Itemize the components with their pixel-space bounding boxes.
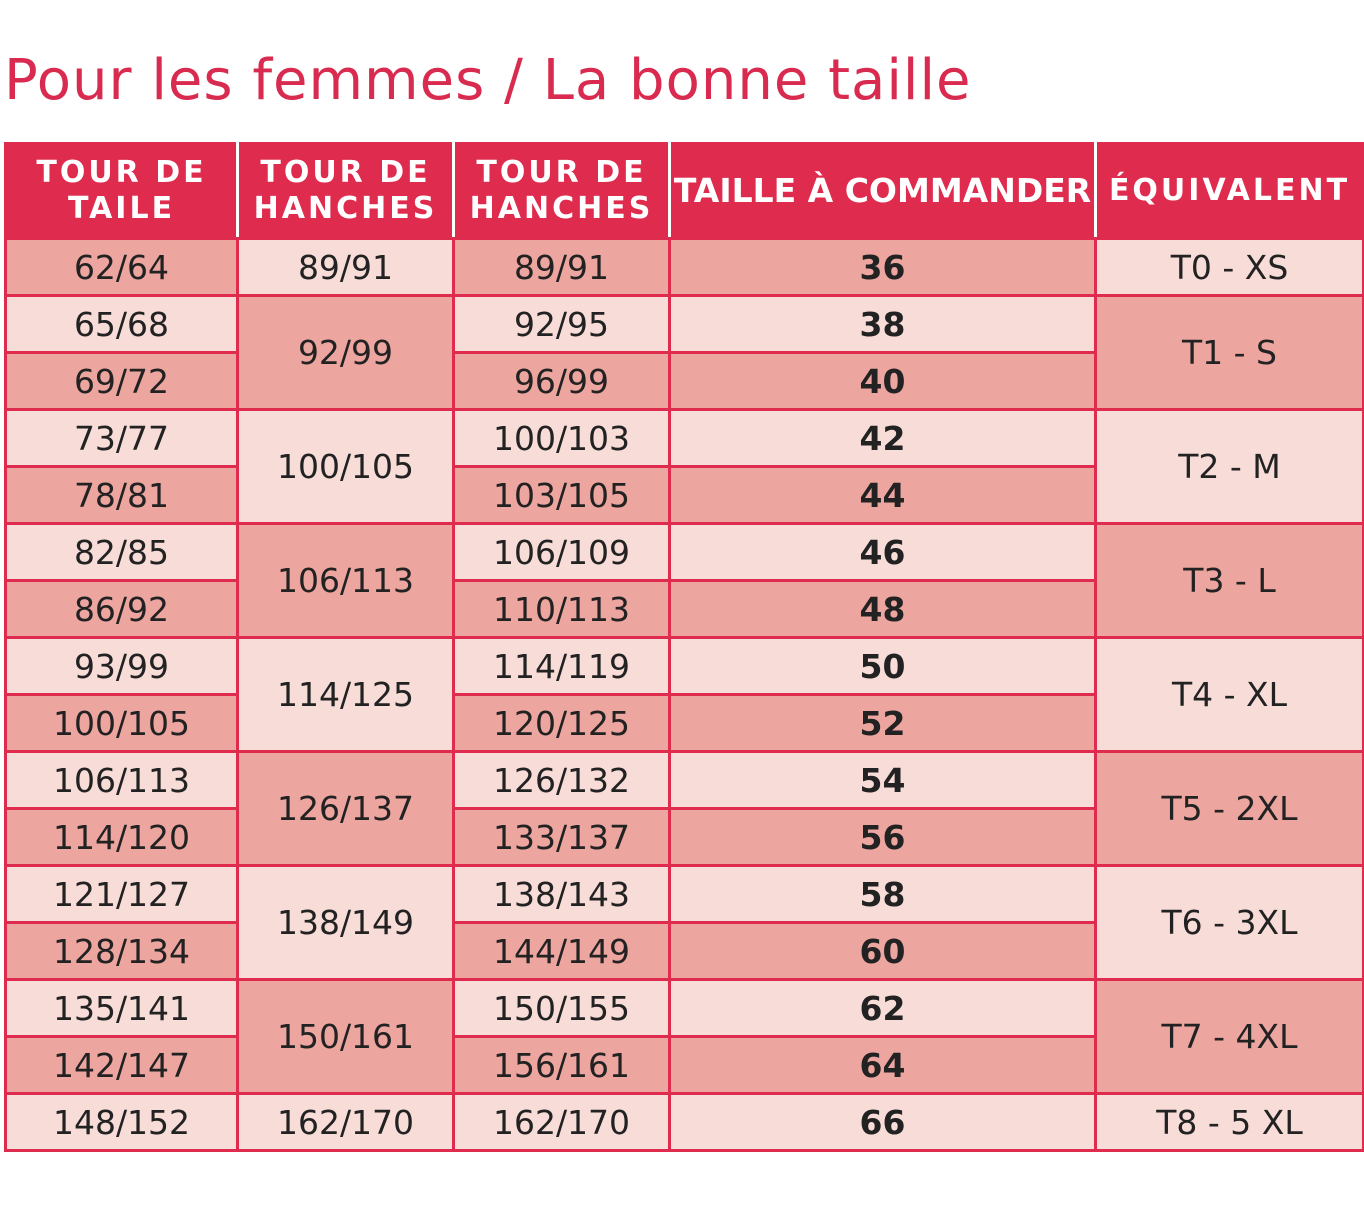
- table-row: [6, 524, 1364, 581]
- waist-cell: 69/72: [6, 353, 238, 410]
- hip-cell: 126/132: [454, 752, 670, 809]
- size-chart-table: [4, 142, 1364, 1152]
- hip-cell: 110/113: [454, 581, 670, 638]
- equivalent-cell: T2 - M: [1096, 410, 1364, 524]
- table-row: [6, 752, 1364, 809]
- equivalent-cell: T0 - XS: [1096, 239, 1364, 296]
- table-row: [6, 410, 1364, 467]
- order-size-cell: 38: [670, 296, 1096, 353]
- waist-cell: 62/64: [6, 239, 238, 296]
- hip-cell: 96/99: [454, 353, 670, 410]
- table-row: [6, 239, 1364, 296]
- order-size-cell: 64: [670, 1037, 1096, 1094]
- waist-cell: 106/113: [6, 752, 238, 809]
- hip-group-cell: 106/113: [238, 524, 454, 638]
- hip-group-cell: 92/99: [238, 296, 454, 410]
- hip-group-cell: 162/170: [238, 1094, 454, 1151]
- hip-group-cell: 126/137: [238, 752, 454, 866]
- hip-cell: 120/125: [454, 695, 670, 752]
- hip-cell: 89/91: [454, 239, 670, 296]
- equivalent-cell: T8 - 5 XL: [1096, 1094, 1364, 1151]
- order-size-cell: 66: [670, 1094, 1096, 1151]
- order-size-cell: 46: [670, 524, 1096, 581]
- hip-cell: 144/149: [454, 923, 670, 980]
- waist-cell: 65/68: [6, 296, 238, 353]
- waist-cell: 78/81: [6, 467, 238, 524]
- order-size-cell: 58: [670, 866, 1096, 923]
- order-size-cell: 36: [670, 239, 1096, 296]
- hip-cell: 138/143: [454, 866, 670, 923]
- hip-cell: 156/161: [454, 1037, 670, 1094]
- hip-group-cell: 150/161: [238, 980, 454, 1094]
- table-row: [6, 866, 1364, 923]
- table-row: [6, 1094, 1364, 1151]
- order-size-cell: 56: [670, 809, 1096, 866]
- equivalent-cell: T4 - XL: [1096, 638, 1364, 752]
- waist-cell: 100/105: [6, 695, 238, 752]
- page-title: Pour les femmes / La bonne taille: [4, 48, 972, 113]
- order-size-cell: 50: [670, 638, 1096, 695]
- hip-cell: 106/109: [454, 524, 670, 581]
- order-size-cell: 48: [670, 581, 1096, 638]
- header-equivalent: ÉQUIVALENT: [1096, 144, 1364, 239]
- equivalent-cell: T3 - L: [1096, 524, 1364, 638]
- order-size-cell: 54: [670, 752, 1096, 809]
- header-tour-de-hanches: TOUR DE HANCHES: [454, 144, 670, 239]
- hip-group-cell: 138/149: [238, 866, 454, 980]
- order-size-cell: 44: [670, 467, 1096, 524]
- equivalent-cell: T7 - 4XL: [1096, 980, 1364, 1094]
- hip-cell: 100/103: [454, 410, 670, 467]
- hip-cell: 114/119: [454, 638, 670, 695]
- waist-cell: 82/85: [6, 524, 238, 581]
- order-size-cell: 60: [670, 923, 1096, 980]
- table-row: [6, 296, 1364, 353]
- hip-group-cell: 89/91: [238, 239, 454, 296]
- table-row: [6, 980, 1364, 1037]
- hip-cell: 162/170: [454, 1094, 670, 1151]
- waist-cell: 142/147: [6, 1037, 238, 1094]
- waist-cell: 148/152: [6, 1094, 238, 1151]
- hip-group-cell: 100/105: [238, 410, 454, 524]
- waist-cell: 121/127: [6, 866, 238, 923]
- header-taille-a-commander: TAILLE À COMMANDER: [670, 144, 1096, 239]
- waist-cell: 114/120: [6, 809, 238, 866]
- table-row: [6, 638, 1364, 695]
- equivalent-cell: T1 - S: [1096, 296, 1364, 410]
- hip-group-cell: 114/125: [238, 638, 454, 752]
- equivalent-cell: T5 - 2XL: [1096, 752, 1364, 866]
- header-row: [6, 144, 1364, 239]
- hip-cell: 133/137: [454, 809, 670, 866]
- order-size-cell: 62: [670, 980, 1096, 1037]
- hip-cell: 150/155: [454, 980, 670, 1037]
- waist-cell: 93/99: [6, 638, 238, 695]
- order-size-cell: 52: [670, 695, 1096, 752]
- header-tour-de-taille: TOUR DE TAILE: [6, 144, 238, 239]
- header-tour-de-hanches-group: TOUR DE HANCHES: [238, 144, 454, 239]
- waist-cell: 86/92: [6, 581, 238, 638]
- waist-cell: 73/77: [6, 410, 238, 467]
- order-size-cell: 40: [670, 353, 1096, 410]
- waist-cell: 128/134: [6, 923, 238, 980]
- hip-cell: 92/95: [454, 296, 670, 353]
- order-size-cell: 42: [670, 410, 1096, 467]
- waist-cell: 135/141: [6, 980, 238, 1037]
- equivalent-cell: T6 - 3XL: [1096, 866, 1364, 980]
- hip-cell: 103/105: [454, 467, 670, 524]
